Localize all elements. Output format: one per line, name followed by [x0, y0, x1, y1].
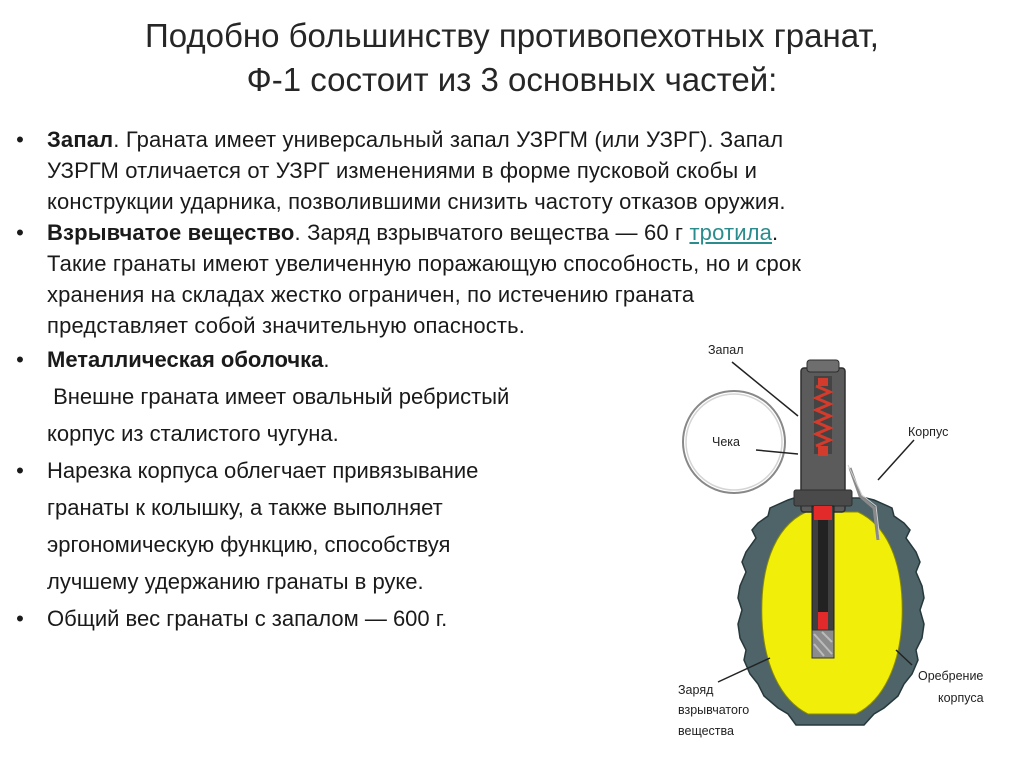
term-casing: Металлическая оболочка — [47, 347, 324, 372]
bullet-marker: • — [16, 347, 24, 372]
title-line-2: Ф-1 состоит из 3 основных частей: — [246, 61, 778, 98]
title-line-1: Подобно большинству противопехотных гранат, — [145, 17, 879, 54]
bullet-weight: • Общий вес гранаты с запалом — 600 г. — [10, 600, 1010, 637]
label-charge-2: взрывчатого — [678, 703, 750, 717]
label-charge-1: Заряд — [678, 683, 714, 697]
bullet-marker: • — [16, 220, 24, 245]
tnt-link[interactable]: тротила — [689, 220, 773, 245]
label-ribbing-2: корпуса — [938, 691, 984, 705]
term-explosive: Взрывчатое вещество — [47, 220, 295, 245]
bullet-marker: • — [16, 458, 24, 483]
bullet-explosive: • Взрывчатое вещество. Заряд взрывчатого вещества — 60 г тротила. Такие гранаты имеют увеличенную поражающую способность, но и срок хранения на складах жестко ограничен, по истечению граната представляет собой значительную опасность. — [10, 217, 1010, 341]
bullet-fuse: • Запал. Граната имеет универсальный запал УЗРГМ (или УЗРГ). Запал УЗРГМ отличается от УЗРГ изменениями в форме пусковой скобы и конструкции ударника, позволившими снизить частоту отказов оружия. — [10, 124, 1010, 217]
bullet-grooves: • Нарезка корпуса облегчает привязывание гранаты к колышку, а также выполняет эргономическую функцию, способствуя лучшему удержанию гранаты в руке. — [10, 452, 1010, 600]
bullet-marker: • — [16, 606, 24, 631]
label-pin: Чека — [712, 435, 740, 449]
term-fuse: Запал — [47, 127, 114, 152]
label-charge-3: вещества — [678, 724, 734, 738]
label-ribbing-1: Оребрение — [918, 669, 984, 683]
label-fuse: Запал — [708, 343, 744, 357]
slide-title — [0, 14, 1024, 102]
label-body: Корпус — [908, 425, 949, 439]
bullet-marker: • — [16, 127, 24, 152]
grenade-diagram — [660, 340, 1024, 767]
grenade-diagram-svg — [660, 340, 1024, 767]
bullet-casing: • Металлическая оболочка. Внешне граната имеет овальный ребристый корпус из сталистого чугуна. — [10, 341, 1010, 452]
